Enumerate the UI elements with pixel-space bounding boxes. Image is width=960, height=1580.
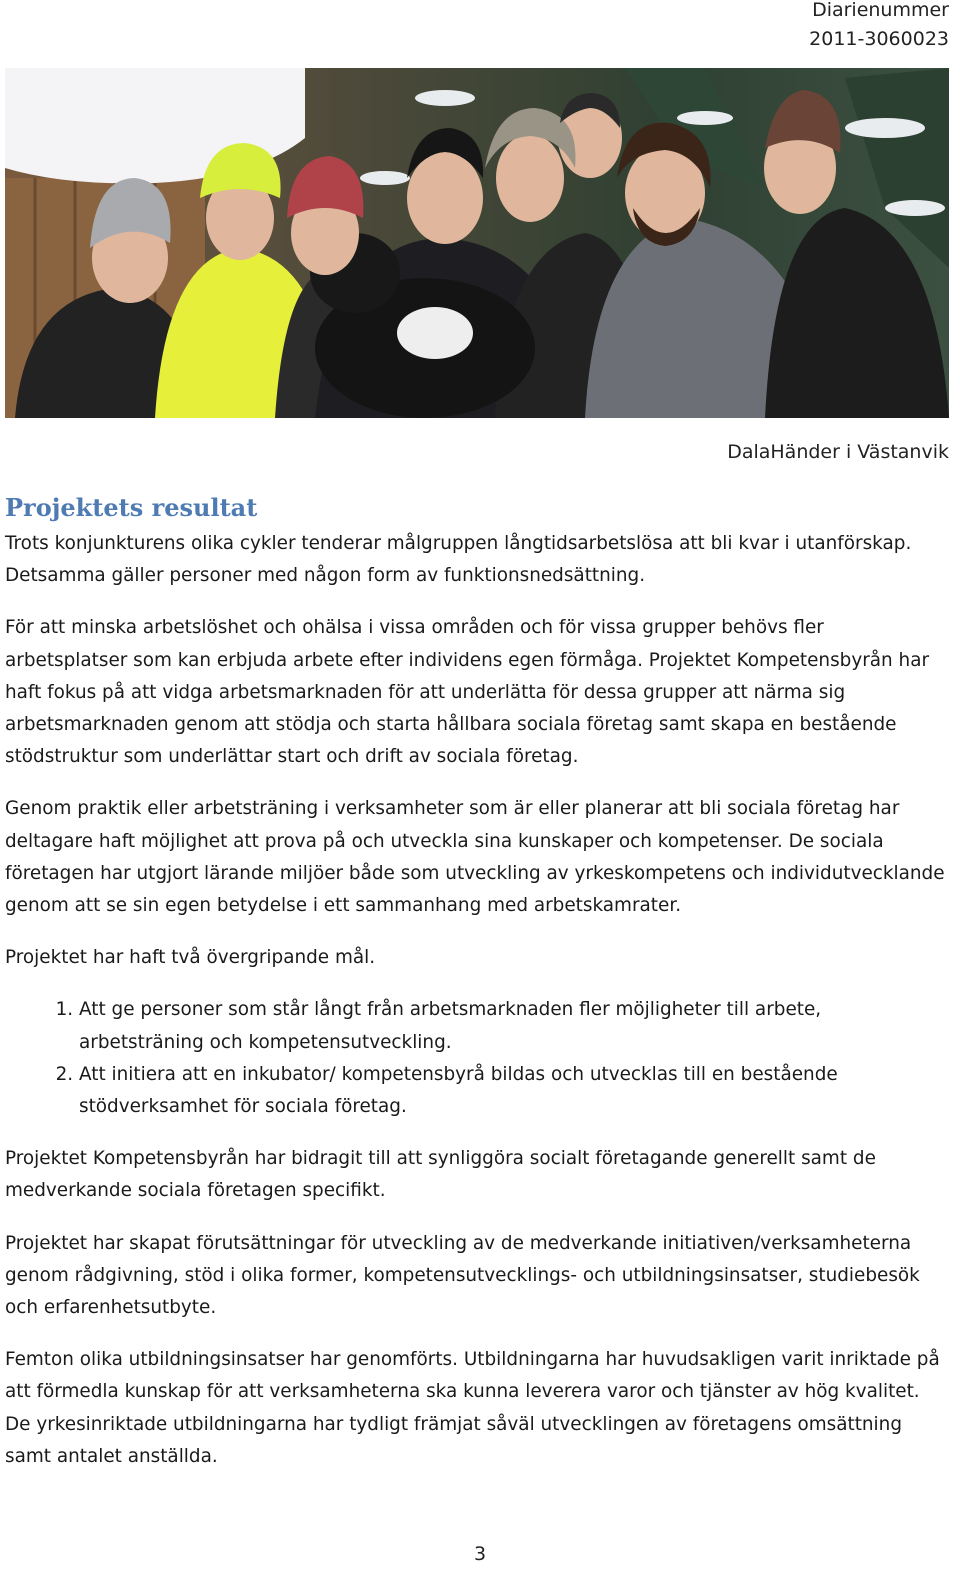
section-heading: Projektets resultat <box>5 493 258 522</box>
paragraph: Projektet Kompetensbyrån har bidragit till att synliggöra socialt företagande generellt samt de medverkande sociala företagen specifikt. <box>5 1148 876 1202</box>
reference-number: 2011-3060023 <box>809 28 949 50</box>
paragraph: Trots konjunkturens olika cykler tenderar målgruppen långtidsarbetslösa att bli kvar i utanförskap. Detsamma gäller personer med någon form av funktionsnedsättning. <box>5 533 912 587</box>
paragraph: Projektet har haft två övergripande mål. <box>5 947 376 969</box>
group-photo <box>5 68 949 418</box>
goal-item: 2. Att initiera att en inkubator/ kompetensbyrå bildas och utvecklas till en bestående stödverksamhet för sociala företag. <box>79 1059 950 1123</box>
page-number: 3 <box>473 1543 487 1565</box>
photo-caption: DalaHänder i Västanvik <box>727 441 949 463</box>
document-reference <box>809 0 949 54</box>
paragraph: Femton olika utbildningsinsatser har genomförts. Utbildningarna har huvudsakligen varit inriktade på att förmedla kunskap för att verksamheterna ska kunna leverera varor och tjänster av hög kvalitet. De yrkesinriktade utbildningarna har tydligt främjat såväl utvecklingen av företagens omsättning samt antalet anställda. <box>5 1349 940 1467</box>
paragraph: För att minska arbetslöshet och ohälsa i vissa områden och för vissa grupper behövs fler arbetsplatser som kan erbjuda arbete efter individens egen förmåga. Projektet Kompetensbyrån har haft fokus på att vidga arbetsmarknaden för att underlätta för dessa grupper att närma sig arbetsmarknaden genom att stödja och starta hållbara sociala företag samt skapa en bestående stödstruktur som underlättar start och drift av sociala företag. <box>5 617 930 768</box>
paragraph: Projektet har skapat förutsättningar för utveckling av de medverkande initiativen/verksamheterna genom rådgivning, stöd i olika former, kompetensutvecklings- och utbildningsinsatser, studiebesök och erfarenhetsutbyte. <box>5 1232 920 1319</box>
reference-label: Diarienummer <box>812 0 949 21</box>
goals-list <box>5 994 950 1123</box>
group-photo-illustration <box>5 68 949 418</box>
goal-item: 1. Att ge personer som står långt från arbetsmarknaden fler möjligheter till arbete, arbetsträning och kompetensutveckling. <box>79 994 950 1058</box>
document-body <box>5 490 950 1493</box>
paragraph: Genom praktik eller arbetsträning i verksamheter som är eller planerar att bli sociala företag har deltagare haft möjlighet att prova på och utveckla sina kunskaper och kompetenser. De sociala företagen har utgjort lärande miljöer både som utveckling av yrkeskompetens och individutvecklande genom att se sin egen betydelse i ett sammanhang med arbetskamrater. <box>5 798 945 917</box>
